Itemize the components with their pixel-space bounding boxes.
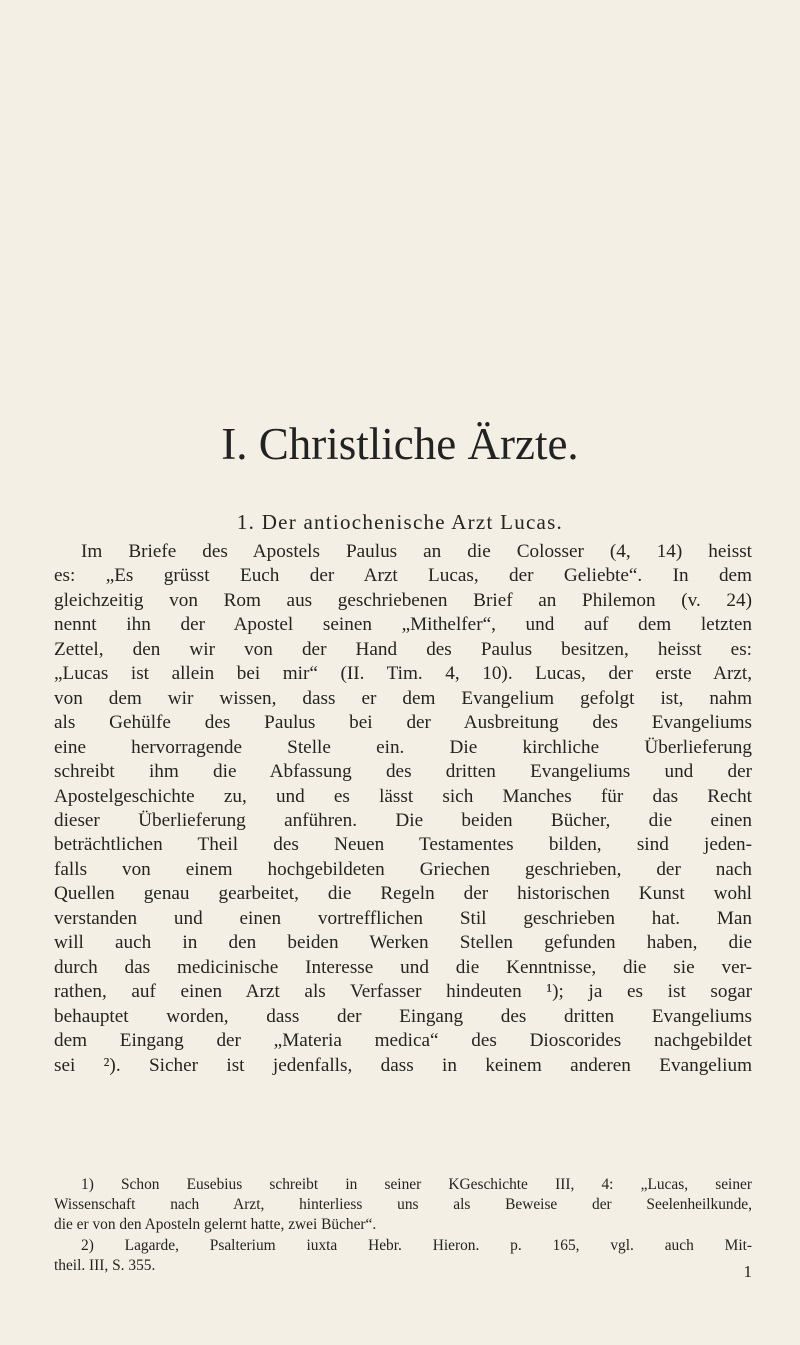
body-line: Apostelgeschichte zu, und es lässt sich Manches für das Recht	[54, 785, 752, 807]
body-line: dieser Überlieferung anführen. Die beiden Bücher, die einen	[54, 809, 752, 831]
footnote-line: theil. III, S. 355.	[54, 1256, 156, 1274]
body-line: falls von einem hochgebildeten Griechen geschrieben, der nach	[54, 858, 752, 880]
body-line: behauptet worden, dass der Eingang des dritten Evangeliums	[54, 1005, 752, 1027]
page-number: 1	[743, 1262, 752, 1281]
footnote-line: die er von den Aposteln gelernt hatte, zwei Bücher“.	[54, 1216, 377, 1234]
body-line: beträchtlichen Theil des Neuen Testamentes bilden, sind jeden-	[54, 834, 752, 856]
body-line: will auch in den beiden Werken Stellen gefunden haben, die	[54, 932, 752, 954]
body-line: durch das medicinische Interesse und die Kenntnisse, die sie ver-	[54, 956, 752, 978]
body-line: „Lucas ist allein bei mir“ (II. Tim. 4, 10). Lucas, der erste Arzt,	[54, 663, 752, 685]
body-line: schreibt ihm die Abfassung des dritten Evangeliums und der	[54, 761, 752, 783]
footnote-line: 2) Lagarde, Psalterium iuxta Hebr. Hieron. p. 165, vgl. auch Mit-	[81, 1236, 752, 1254]
body-line: sei ²). Sicher ist jedenfalls, dass in keinem anderen Evangelium	[54, 1054, 752, 1076]
body-line: es: „Es grüsst Euch der Arzt Lucas, der Geliebte“. In dem	[54, 565, 752, 587]
body-line: nennt ihn der Apostel seinen „Mithelfer“, und auf dem letzten	[54, 614, 752, 636]
body-line: Im Briefe des Apostels Paulus an die Colosser (4, 14) heisst	[81, 541, 752, 562]
body-line: rathen, auf einen Arzt als Verfasser hindeuten ¹); ja es ist sogar	[54, 981, 752, 1003]
body-line: eine hervorragende Stelle ein. Die kirchliche Überlieferung	[54, 736, 752, 758]
footnote-line: 1) Schon Eusebius schreibt in seiner KGeschichte III, 4: „Lucas, seiner	[81, 1176, 752, 1193]
body-line: dem Eingang der „Materia medica“ des Dioscorides nachgebildet	[54, 1030, 752, 1052]
body-line: gleichzeitig von Rom aus geschriebenen Brief an Philemon (v. 24)	[54, 589, 752, 611]
section-title: 1. Der antiochenische Arzt Lucas.	[236, 510, 564, 534]
body-line: als Gehülfe des Paulus bei der Ausbreitung des Evangeliums	[54, 712, 752, 734]
footnote-line: Wissenschaft nach Arzt, hinterliess uns als Beweise der Seelenheilkunde,	[54, 1196, 752, 1214]
body-line: verstanden und einen vortrefflichen Stil geschrieben hat. Man	[54, 907, 752, 929]
footnotes	[54, 1175, 752, 1276]
chapter-title: I. Christliche Ärzte.	[221, 419, 579, 469]
body-line: Zettel, den wir von der Hand des Paulus besitzen, heisst es:	[54, 638, 752, 660]
body-line: von dem wir wissen, dass er dem Evangelium gefolgt ist, nahm	[54, 687, 752, 709]
body-line: Quellen genau gearbeitet, die Regeln der historischen Kunst wohl	[54, 883, 752, 905]
body-text	[54, 540, 752, 1078]
